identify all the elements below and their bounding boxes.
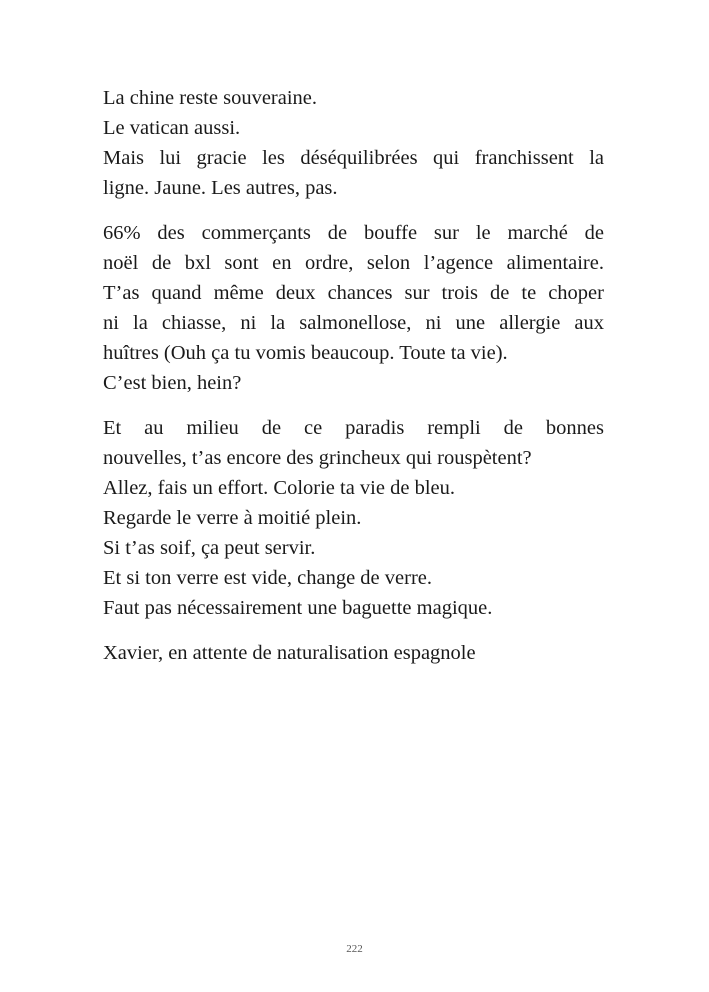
signature-line: Xavier, en attente de naturalisation espagnole [103, 642, 476, 664]
text-line: nouvelles, t’as encore des grincheux qui rouspètent? [103, 447, 532, 469]
text-line: C’est bien, hein? [103, 372, 242, 394]
paragraph-3 [103, 413, 604, 623]
text-line: Faut pas nécessairement une baguette magique. [103, 597, 493, 619]
text-line: ni la chiasse, ni la salmonellose, ni une allergie aux [103, 312, 604, 334]
text-line: Et si ton verre est vide, change de verre. [103, 567, 433, 589]
page-body [103, 83, 604, 683]
text-line: 66% des commerçants de bouffe sur le marché de [103, 222, 604, 244]
text-line: Le vatican aussi. [103, 117, 241, 139]
text-line: Allez, fais un effort. Colorie ta vie de bleu. [103, 477, 455, 499]
text-line: noël de bxl sont en ordre, selon l’agence alimentaire. [103, 252, 604, 274]
text-line: Mais lui gracie les déséquilibrées qui franchissent la [103, 147, 604, 169]
page-number: 222 [346, 943, 363, 955]
text-line: ligne. Jaune. Les autres, pas. [103, 177, 338, 199]
text-line: T’as quand même deux chances sur trois de te choper [103, 282, 604, 304]
paragraph-2 [103, 218, 604, 398]
text-line: Et au milieu de ce paradis rempli de bonnes [103, 417, 604, 439]
text-line: Si t’as soif, ça peut servir. [103, 537, 316, 559]
text-line: Regarde le verre à moitié plein. [103, 507, 362, 529]
paragraph-1 [103, 83, 604, 203]
signature-paragraph [103, 638, 604, 668]
text-line: huîtres (Ouh ça tu vomis beaucoup. Toute ta vie). [103, 342, 508, 364]
text-line: La chine reste souveraine. [103, 87, 318, 109]
